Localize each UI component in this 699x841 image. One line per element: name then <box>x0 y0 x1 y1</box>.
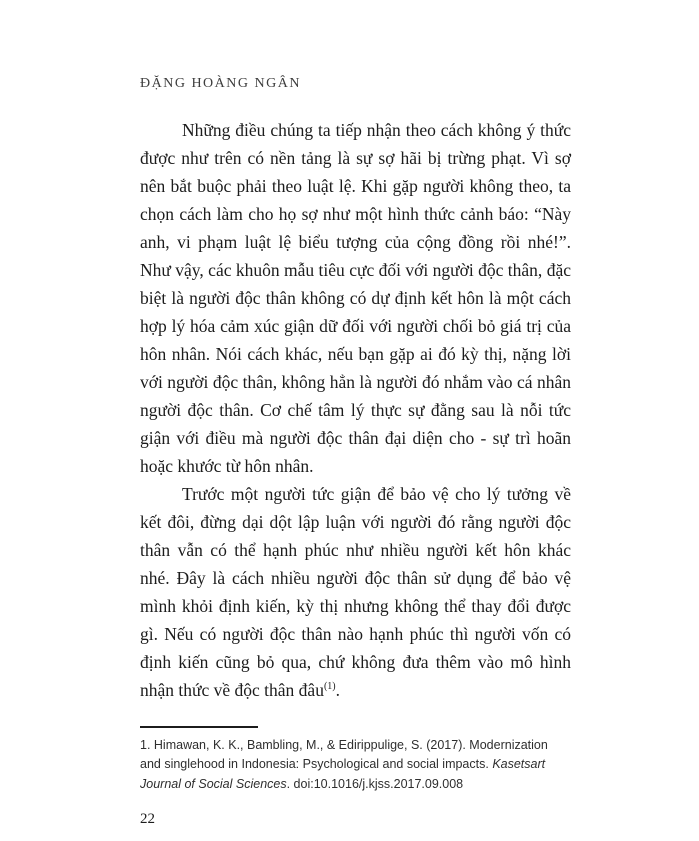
footnote-text: 1. Himawan, K. K., Bambling, M., & Edirippulige, S. (2017). Modernization and singlehood in Indonesia: Psychological and social impacts. <box>140 738 548 772</box>
footnote-doi: . doi:10.1016/j.kjss.2017.09.008 <box>286 776 464 791</box>
footnote-journal-title: Kasetsart Journal of Social Sciences <box>140 757 546 791</box>
running-header: ĐẶNG HOÀNG NGÂN <box>140 76 301 91</box>
paragraph-end: . <box>335 680 340 700</box>
body-text <box>140 116 571 704</box>
footnote <box>140 736 571 794</box>
paragraph <box>140 480 571 704</box>
paragraph-text: Trước một người tức giận để bảo vệ cho lý tưởng về kết đôi, đừng dại dột lập luận với người đó rằng người độc thân vẫn có thể hạnh phúc như nhiều người kết hôn khác nhé. Đây là cách nhiều người độc thân sử dụng để bảo vệ mình khỏi định kiến, kỳ thị nhưng không thể thay đổi được gì. Nếu có người độc thân nào hạnh phúc thì người vốn có định kiến cũng bỏ qua, chứ không đưa thêm vào mô hình nhận thức về độc thân đâu <box>140 484 571 700</box>
paragraph: Những điều chúng ta tiếp nhận theo cách không ý thức được như trên có nền tảng là sự sợ hãi bị trừng phạt. Vì sợ nên bắt buộc phải theo luật lệ. Khi gặp người không theo, ta chọn cách làm cho họ sợ như một hình thức cảnh báo: “Này anh, vi phạm luật lệ biểu tượng của cộng đồng rồi nhé!”. Như vậy, các khuôn mẫu tiêu cực đối với người độc thân, đặc biệt là người độc thân không có dự định kết hôn là một cách hợp lý hóa cảm xúc giận dữ đối với người chối bỏ giá trị của hôn nhân. Nói cách khác, nếu bạn gặp ai đó kỳ thị, nặng lời với người độc thân, không hẳn là người đó nhắm vào cá nhân người độc thân. Cơ chế tâm lý thực sự đằng sau là nỗi tức giận với điều mà người độc thân đại diện cho - sự trì hoãn hoặc khước từ hôn nhân. <box>140 120 571 476</box>
footnote-divider <box>140 726 258 728</box>
page-number: 22 <box>140 811 155 827</box>
footnote-ref: (1) <box>323 681 336 693</box>
